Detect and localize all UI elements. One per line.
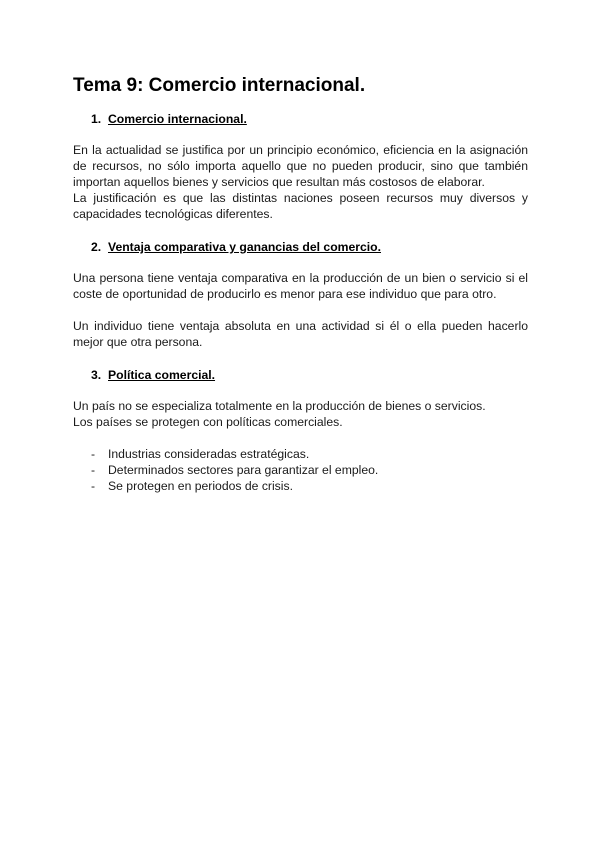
section-title: Comercio internacional.	[108, 112, 247, 126]
section-number: 1.	[91, 112, 102, 126]
bullet-text: Industrias consideradas estratégicas.	[108, 447, 310, 461]
bullet-item	[91, 446, 378, 462]
dash-bullet-icon: -	[91, 479, 96, 493]
section-title: Política comercial.	[108, 368, 216, 382]
bullet-text: Se protegen en periodos de crisis.	[108, 479, 293, 493]
paragraph-line: mejor que otra persona.	[73, 335, 203, 349]
bullet-list	[91, 446, 378, 494]
paragraph-line: capacidades tecnológicas diferentes.	[73, 207, 273, 221]
paragraph-line: importan aquellos bienes y servicios que resultan más costosos de elaborar.	[73, 175, 485, 189]
dash-bullet-icon: -	[91, 463, 96, 477]
section-number: 2.	[91, 240, 102, 254]
section-heading-3	[91, 367, 215, 383]
bullet-text: Determinados sectores para garantizar el empleo.	[108, 463, 379, 477]
document-title: Tema 9: Comercio internacional.	[73, 75, 366, 96]
section-heading-2	[91, 239, 381, 255]
paragraph-line: La justificación es que las distintas naciones poseen recursos muy diversos y	[73, 191, 528, 205]
bullet-item	[91, 462, 378, 478]
paragraph	[73, 398, 528, 430]
paragraph-line: de recursos, no sólo importa aquello que no pueden producir, sino que también	[73, 159, 528, 173]
paragraph	[73, 142, 528, 222]
section-heading-1	[91, 111, 247, 127]
paragraph-line: Los países se protegen con políticas comerciales.	[73, 415, 343, 429]
paragraph-line: En la actualidad se justifica por un principio económico, eficiencia en la asignación	[73, 143, 528, 157]
bullet-item	[91, 478, 378, 494]
section-title: Ventaja comparativa y ganancias del comercio.	[108, 240, 381, 254]
dash-bullet-icon: -	[91, 447, 96, 461]
paragraph-line: coste de oportunidad de producirlo es menor para ese individuo que para otro.	[73, 287, 497, 301]
section-number: 3.	[91, 368, 102, 382]
paragraph-line: Una persona tiene ventaja comparativa en la producción de un bien o servicio si el	[73, 271, 528, 285]
paragraph	[73, 270, 528, 302]
paragraph	[73, 318, 528, 350]
paragraph-line: Un individuo tiene ventaja absoluta en una actividad si él o ella pueden hacerlo	[73, 319, 528, 333]
paragraph-line: Un país no se especializa totalmente en la producción de bienes o servicios.	[73, 399, 486, 413]
